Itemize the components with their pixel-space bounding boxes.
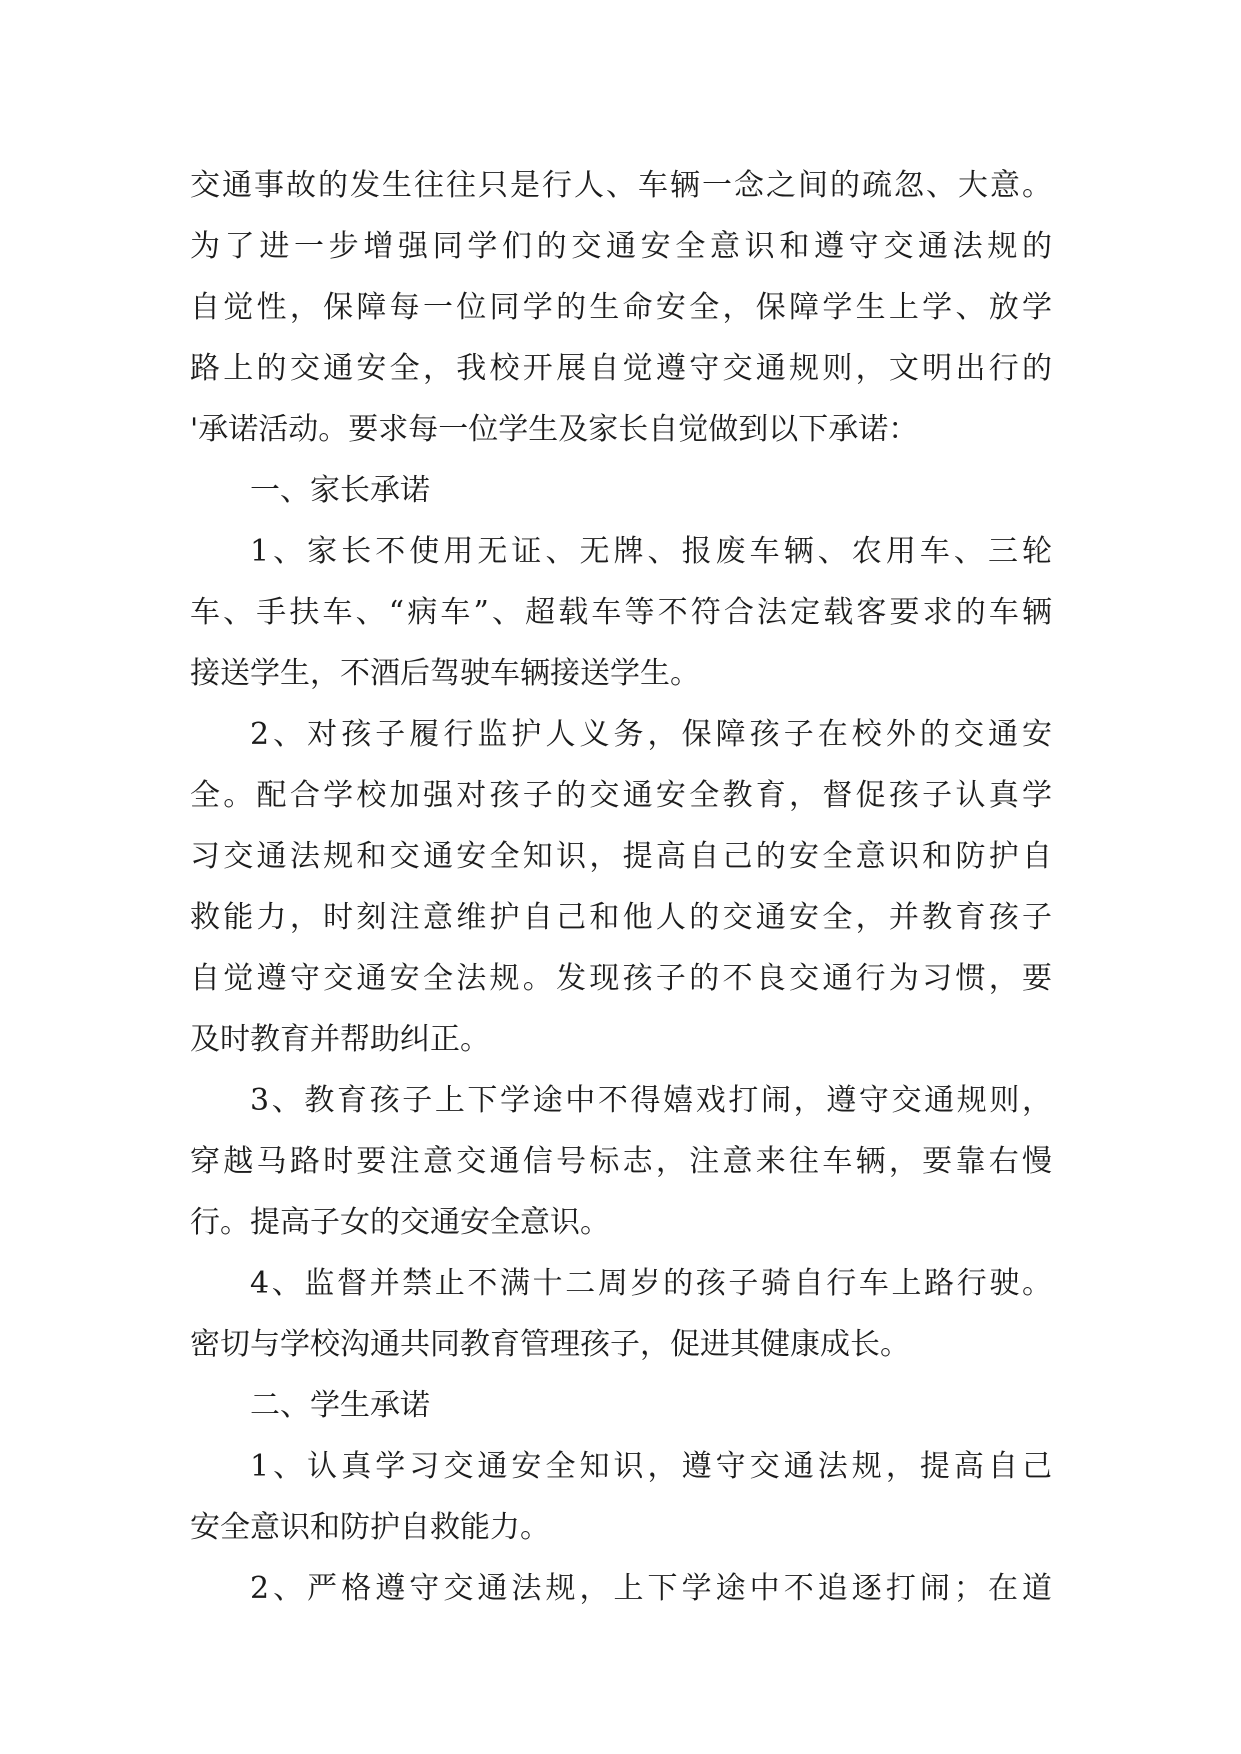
document-body	[190, 155, 1052, 1619]
paragraph-line: 救能力，时刻注意维护自己和他人的交通安全，并教育孩子	[190, 900, 1052, 935]
paragraph-line: 及时教育并帮助纠正。	[190, 1022, 490, 1057]
paragraph-line: 路上的交通安全，我校开展自觉遵守交通规则，文明出行的	[190, 351, 1052, 386]
paragraph-line: 1、认真学习交通安全知识，遵守交通法规，提高自己	[250, 1449, 1052, 1484]
paragraph-line: 行。提高子女的交通安全意识。	[190, 1205, 610, 1240]
paragraph-line: 3、教育孩子上下学途中不得嬉戏打闹，遵守交通规则，	[250, 1083, 1052, 1118]
paragraph-line: 2、严格遵守交通法规，上下学途中不追逐打闹；在道	[250, 1571, 1052, 1606]
paragraph-line: 自觉性，保障每一位同学的生命安全，保障学生上学、放学	[190, 290, 1052, 325]
paragraph-line: 2、对孩子履行监护人义务，保障孩子在校外的交通安	[250, 717, 1052, 752]
paragraph-line: '承诺活动。要求每一位学生及家长自觉做到以下承诺：	[190, 412, 919, 447]
paragraph-line: 密切与学校沟通共同教育管理孩子，促进其健康成长。	[190, 1327, 910, 1362]
paragraph-line: 自觉遵守交通安全法规。发现孩子的不良交通行为习惯，要	[190, 961, 1052, 996]
paragraph-line: 为了进一步增强同学们的交通安全意识和遵守交通法规的	[190, 229, 1052, 264]
paragraph-line: 4、监督并禁止不满十二周岁的孩子骑自行车上路行驶。	[250, 1266, 1052, 1301]
paragraph-line: 接送学生，不酒后驾驶车辆接送学生。	[190, 656, 700, 691]
paragraph-line: 全。配合学校加强对孩子的交通安全教育，督促孩子认真学	[190, 778, 1052, 813]
paragraph-line: 车、手扶车、“病车”、超载车等不符合法定载客要求的车辆	[190, 595, 1052, 630]
section-heading-student-pledge: 二、学生承诺	[250, 1388, 430, 1423]
section-heading-parent-pledge: 一、家长承诺	[250, 473, 430, 508]
paragraph-line: 习交通法规和交通安全知识，提高自己的安全意识和防护自	[190, 839, 1052, 874]
paragraph-line: 安全意识和防护自救能力。	[190, 1510, 550, 1545]
paragraph-line: 穿越马路时要注意交通信号标志，注意来往车辆，要靠右慢	[190, 1144, 1052, 1179]
paragraph-line: 交通事故的发生往往只是行人、车辆一念之间的疏忽、大意。	[190, 168, 1052, 203]
paragraph-line: 1、家长不使用无证、无牌、报废车辆、农用车、三轮	[250, 534, 1052, 569]
